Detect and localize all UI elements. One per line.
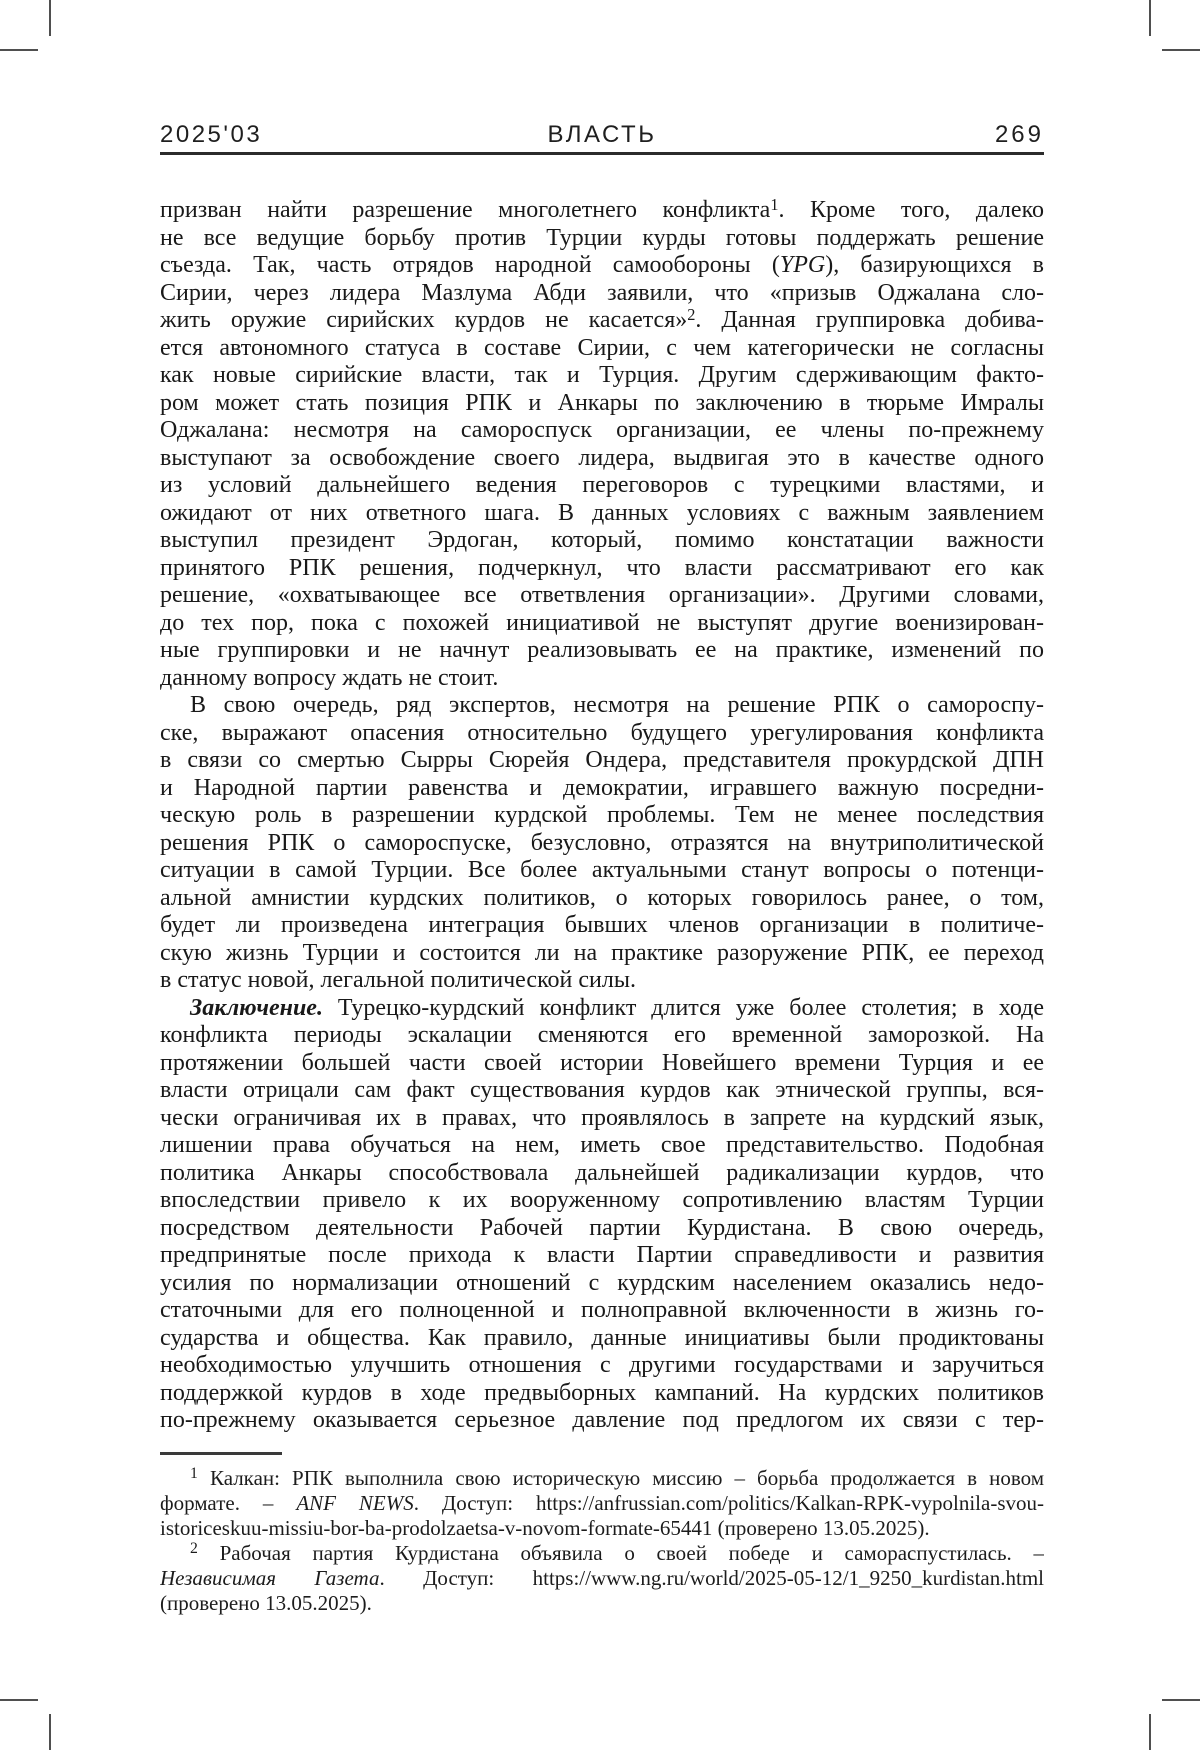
crop-mark bbox=[1162, 1699, 1200, 1701]
text-line: ске, выражают опасения относительно будущего урегулирования конфликта bbox=[160, 719, 1044, 746]
text-line: протяжении большей части своей истории Новейшего времени Турция и ее bbox=[160, 1049, 1044, 1076]
text-line: чески ограничивая их в правах, что проявлялось в запрете на курдский язык, bbox=[160, 1104, 1044, 1131]
crop-mark bbox=[1162, 49, 1200, 51]
text-line: данному вопросу ждать не стоит. bbox=[160, 664, 499, 691]
text-line: и Народной партии равенства и демократии, игравшего важную посредни- bbox=[160, 774, 1044, 801]
text-line: поддержкой курдов в ходе предвыборных кампаний. На курдских политиков bbox=[160, 1379, 1044, 1406]
page-number: 269 bbox=[994, 121, 1044, 148]
article-body bbox=[160, 197, 1044, 1435]
text-line: предпринятые после прихода к власти Партии справедливости и развития bbox=[160, 1242, 1044, 1268]
text-line: Заключение. Турецко-курдский конфликт длится уже более столетия; в ходе bbox=[190, 994, 1044, 1021]
text-line: принятого РПК решения, подчеркнул, что власти рассматривают его как bbox=[160, 554, 1044, 581]
text-line: ется автономного статуса в составе Сирии, с чем категорически не согласны bbox=[160, 334, 1044, 361]
text-line: сударства и общества. Как правило, данные инициативы были продиктованы bbox=[160, 1324, 1044, 1351]
text-line: статочными для его полноценной и полноправной включенности в жизнь го- bbox=[160, 1297, 1044, 1323]
header-rule bbox=[160, 152, 1044, 155]
text-line: альной амнистии курдских политиков, о которых говорилось ранее, о том, bbox=[160, 884, 1044, 911]
footnote bbox=[160, 1466, 1044, 1541]
text-line: Сирии, через лидера Мазлума Абди заявили, что «призыв Оджалана сло- bbox=[160, 279, 1044, 306]
text-line: выступил президент Эрдоган, который, помимо констатации важности bbox=[160, 527, 1044, 553]
crop-mark bbox=[1149, 1714, 1151, 1750]
text-line: решения РПК о самороспуске, безусловно, отразятся на внутриполитической bbox=[160, 829, 1044, 856]
text-line: политика Анкары способствовала дальнейшей радикализации курдов, что bbox=[160, 1159, 1044, 1186]
text-line: В свою очередь, ряд экспертов, несмотря на решение РПК о самороспу- bbox=[190, 692, 1044, 718]
text-line: ром может стать позиция РПК и Анкары по заключению в тюрьме Имралы bbox=[160, 389, 1044, 416]
text-line: Независимая Газета. Доступ: https://www.ng.ru/world/2025-05-12/1_9250_kurdistan.html bbox=[160, 1566, 1044, 1590]
footnotes bbox=[160, 1466, 1044, 1616]
text-line: в статус новой, легальной политической силы. bbox=[160, 967, 636, 993]
crop-mark bbox=[0, 49, 38, 51]
text-line: не все ведущие борьбу против Турции курды готовы поддержать решение bbox=[160, 224, 1044, 251]
text-line: усилия по нормализации отношений с курдским населением оказались недо- bbox=[160, 1269, 1044, 1296]
text-line: ожидают от них ответного шага. В данных условиях с важным заявлением bbox=[160, 499, 1044, 526]
text-line: ческую роль в разрешении курдской проблемы. Тем не менее последствия bbox=[160, 802, 1044, 828]
text-line: будет ли произведена интеграция бывших членов организации в политиче- bbox=[160, 912, 1044, 938]
crop-mark bbox=[1149, 0, 1151, 36]
text-line: как новые сирийские власти, так и Турция. Другим сдерживающим факто- bbox=[160, 362, 1044, 388]
text-line: впоследствии привело к их вооруженному сопротивлению властям Турции bbox=[160, 1187, 1044, 1213]
text-line: необходимостью улучшить отношения с другими государствами и заручиться bbox=[160, 1352, 1044, 1378]
text-line: istoriceskuu-missiu-bor-ba-prodolzaetsa-v-novom-formate-65441 (проверено 13.05.2025). bbox=[160, 1516, 930, 1540]
text-line: жить оружие сирийских курдов не касается»$^2$. Данная группировка добива- bbox=[160, 307, 1044, 333]
text-line: из условий дальнейшего ведения переговоров с турецкими властями, и bbox=[160, 472, 1044, 498]
paragraph bbox=[160, 692, 1044, 995]
text-line: (проверено 13.05.2025). bbox=[160, 1591, 372, 1615]
footnote-separator bbox=[160, 1452, 282, 1455]
text-line: власти отрицали сам факт существования курдов как этнической группы, вся- bbox=[160, 1077, 1044, 1103]
text-line: посредством деятельности Рабочей партии Курдистана. В свою очередь, bbox=[160, 1214, 1044, 1241]
text-line: призван найти разрешение многолетнего конфликта$^1$. Кроме того, далеко bbox=[160, 197, 1044, 223]
text-line: решение, «охватывающее все ответвления организации». Другими словами, bbox=[160, 582, 1044, 608]
text-line: $^2$ Рабочая партия Курдистана объявила о своей победе и самораспустилась. – bbox=[190, 1541, 1044, 1565]
text-line: ситуации в самой Турции. Все более актуальными станут вопросы о потенци- bbox=[160, 857, 1044, 883]
text-line: конфликта периоды эскалации сменяются его временной заморозкой. На bbox=[160, 1022, 1044, 1048]
journal-title: ВЛАСТЬ bbox=[547, 121, 657, 148]
paragraph bbox=[160, 995, 1044, 1435]
footnote bbox=[160, 1541, 1044, 1616]
text-line: скую жизнь Турции и состоится ли на практике разоружение РПК, ее переход bbox=[160, 939, 1044, 966]
text-line: $^1$ Калкан: РПК выполнила свою историческую миссию – борьба продолжается в новом bbox=[190, 1466, 1044, 1490]
text-line: в связи со смертью Сырры Сюрейя Ондера, представителя прокурдской ДПН bbox=[160, 747, 1044, 773]
text-line: съезда. Так, часть отрядов народной самообороны (YPG), базирующихся в bbox=[160, 252, 1044, 278]
text-line: ные группировки и не начнут реализовывать ее на практике, изменений по bbox=[160, 637, 1044, 663]
crop-mark bbox=[0, 1699, 38, 1701]
paragraph bbox=[160, 197, 1044, 692]
page-header bbox=[160, 122, 1044, 148]
text-line: лишении права обучаться на нем, иметь свое представительство. Подобная bbox=[160, 1132, 1044, 1158]
text-line: выступают за освобождение своего лидера, выдвигая это в качестве одного bbox=[160, 444, 1044, 471]
text-line: формате. – ANF NEWS. Доступ: https://anfrussian.com/politics/Kalkan-RPK-vypolnila-svou- bbox=[160, 1491, 1044, 1515]
crop-mark bbox=[49, 0, 51, 36]
text-line: Оджалана: несмотря на самороспуск организации, ее члены по-прежнему bbox=[160, 417, 1044, 443]
text-line: по-прежнему оказывается серьезное давление под предлогом их связи с тер- bbox=[160, 1407, 1044, 1433]
crop-mark bbox=[49, 1714, 51, 1750]
text-line: до тех пор, пока с похожей инициативой не выступят другие военизирован- bbox=[160, 609, 1044, 636]
issue-label: 2025'03 bbox=[160, 121, 263, 148]
